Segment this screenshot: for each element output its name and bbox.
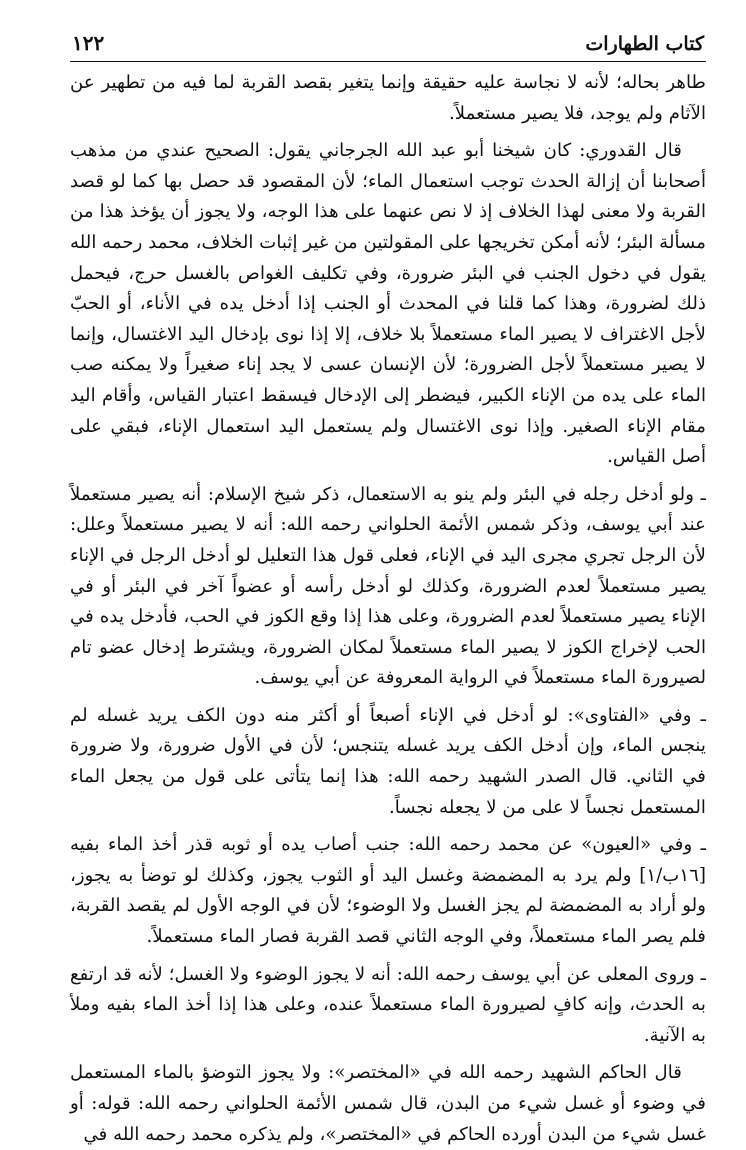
book-page — [70, 28, 706, 1145]
paragraph: طاهر بحاله؛ لأنه لا نجاسة عليه حقيقة وإنما يتغير بقصد القربة لما فيه من تطهير عن الآثام ولم يوجد، فلا يصير مستعملاً. — [70, 72, 706, 124]
paragraph: ـ وفي «العيون» عن محمد رحمه الله: جنب أصاب يده أو ثوبه قذر أخذ الماء بفيه [١٦ب/١] ولم يرد به المضمضة وغسل اليد أو الثوب يجوز، وكذلك لو توضأ به يجوز، ولو أراد به المضمضة لم يجز الغسل ولا الوضوء؛ لأن في الوجه الأول لم يقصد القربة، فلم يصر الماء مستعملاً، وفي الوجه الثاني قصد القربة فصار الماء مستعملاً. — [70, 834, 706, 948]
running-title: كتاب الطهارات — [585, 33, 704, 55]
paragraph: قال القدوري: كان شيخنا أبو عبد الله الجرجاني يقول: الصحيح عندي من مذهب أصحابنا أن إزالة الحدث توجب استعمال الماء؛ لأن المقصود قد حصل بها كما لو قصد القربة ولا معنى لهذا الخلاف إذ لا نص عنهما على هذا الوجه، ولا يجوز أن يؤخذ هذا من مسألة البئر؛ لأنه أمكن تخريجها على المقولتين من غير إثبات الخلاف، محمد رحمه الله يقول في دخول الجنب في البئر ضرورة، وفي تكليف الغواص بالغسل حرج، فيحمل ذلك لضرورة، وهذا كما قلنا في المحدث أو الجنب إذا أدخل يده في الأناء، أو الحبّ لأجل الاغتراف لا يصير الماء مستعملاً بلا خلاف، إلا إذا نوى بإدخال اليد الاغتسال، وإنما لا يصير مستعملاً لأجل الضرورة؛ لأن الإنسان عسى لا يجد إناء صغيراً ولا يمكنه صب الماء على يده من الإناء الكبير، فيضطر إلى الإدخال فيسقط اعتبار القياس، وأقام اليد مقام الإناء الصغير. وإذا نوى الاغتسال ولم يستعمل اليد استعمال الإناء، فبقي على أصل القياس. — [70, 140, 706, 468]
page-number: ١٢٢ — [72, 31, 105, 55]
paragraph: قال الحاكم الشهيد رحمه الله في «المختصر»: ولا يجوز التوضؤ بالماء المستعمل في وضوء أو غسل شيء من البدن، قال شمس الأئمة الحلواني رحمه الله: قوله: أو غسل شيء من البدن أورده الحاكم في «المختصر»، ولم يذكره محمد رحمه الله في — [70, 1062, 706, 1145]
body-text — [70, 68, 706, 1150]
page-header — [70, 28, 706, 62]
paragraph: ـ وروى المعلى عن أبي يوسف رحمه الله: أنه لا يجوز الوضوء ولا الغسل؛ لأنه قد ارتفع به الحدث، وإنه كافٍ لصيرورة الماء مستعملاً عنده، وعلى هذا إذا أخذ الماء بفيه وملأ به الآنية. — [70, 963, 706, 1046]
paragraph: ـ ولو أدخل رجله في البئر ولم ينو به الاستعمال، ذكر شيخ الإسلام: أنه يصير مستعملاً عند أبي يوسف، وذكر شمس الأئمة الحلواني رحمه الله: أنه لا يصير مستعملاً وعلل: لأن الرجل تجري مجرى اليد في الإناء، فعلى قول هذا التعليل لو أدخل الرجل في الإناء يصير مستعملاً لعدم الضرورة، وكذلك لو أدخل رأسه أو عضواً آخر في البئر أو في الإناء يصير مستعملاً لعدم الضرورة، وعلى هذا إذا وقع الكوز في الحب، فأدخل يده في الحب لإخراج الكوز لا يصير الماء مستعملاً لمكان الضرورة، ويشترط إدخال عضو تام لصيرورة الماء مستعملاً في الرواية المعروفة عن أبي يوسف. — [70, 483, 706, 689]
paragraph: ـ وفي «الفتاوى»: لو أدخل في الإناء أصبعاً أو أكثر منه دون الكف يريد غسله لم ينجس الماء، وإن أدخل الكف يريد غسله يتنجس؛ لأن في الأول ضرورة، ولا ضرورة في الثاني. قال الصدر الشهيد رحمه الله: هذا إنما يتأتى على قول من يجعل الماء المستعمل نجساً لا على من لا يجعله نجساً. — [70, 704, 706, 818]
